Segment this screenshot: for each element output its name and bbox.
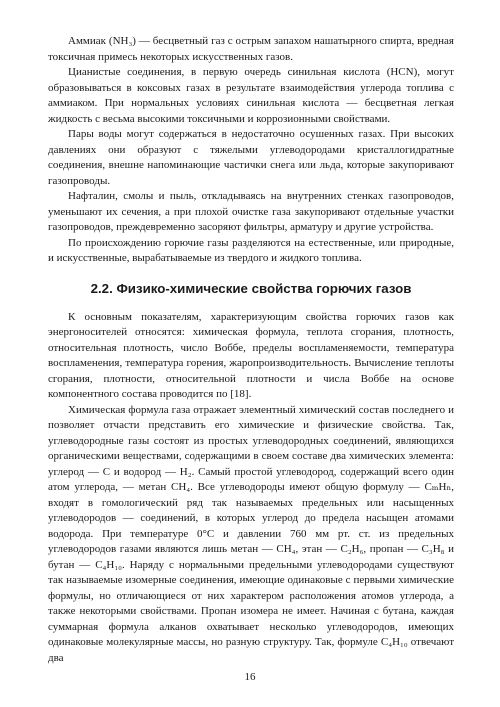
paragraph-naphthalene: Нафталин, смолы и пыль, откладываясь на внутренних стенках газопроводов, уменьшают их сечения, а при плохой очистке газа закупоривают отдельные участки газопроводов, преждевременно засоряют фильтры, арматуру и другие устройства. bbox=[48, 190, 454, 233]
section-title: 2.2. Физико-химические свойства горючих газов bbox=[90, 280, 412, 296]
paragraph-ammonia: Аммиак (NH₃) — бесцветный газ с острым запахом нашатырного спирта, вредная токсичная примесь некоторых искусственных газов. bbox=[48, 35, 454, 63]
paragraph-cyanides: Цианистые соединения, в первую очередь синильная кислота (HCN), могут образовываться в коксовых газах в результате взаимодействия углерода топлива с аммиаком. При нормальных условиях синильная кислота — бесцветная легкая жидкость с весьма высокими токсичными и коррозионными свойствами. bbox=[48, 66, 454, 125]
page-body bbox=[48, 34, 454, 666]
paragraph-water-vapor: Пары воды могут содержаться в недостаточно осушенных газах. При высоких давлениях они образуют с тяжелыми углеводородами кристаллогидратные соединения, внешне напоминающие частички снега или льда, которые закупоривают газопроводы. bbox=[48, 128, 454, 187]
paragraph-gas-origin: По происхождению горючие газы разделяются на естественные, или природные, и искусственные, вырабатываемые из твердого и жидкого топлива. bbox=[48, 236, 454, 264]
page-number: 16 bbox=[244, 671, 256, 683]
paragraph-chemical-formula: Химическая формула газа отражает элементный химический состав последнего и позволяет отчасти представить его химические и физические свойства. Так, углеводородные газы состоят из простых углеводородных соединений, являющихся органическими веществами, содержащими в своем составе два химических элемента: углерод — С и водород — H₂. Самый простой углеводород, содержащий всего один атом углерода, — метан CH₄. Все углеводороды имеют общую формулу — CₘHₙ, входят в гомологический ряд так называемых предельных или насыщенных углеводородов — соединений, в которых углерод до предела насыщен атомами водорода. При температуре 0°С и давлении 760 мм рт. ст. из предельных углеводородов газами являются лишь метан — CH₄, этан — C₂H₆, пропан — C₃H₈ и бутан — C₄H₁₀. Наряду с нормальными предельными углеводородами существуют так называемые изомерные соединения, имеющие одинаковые с первыми химические формулы, но отличающиеся от них характером расположения атомов углерода, а также некоторыми свойствами. Пропан изомера не имеет. Начиная с бутана, каждая суммарная формула алканов охватывает несколько углеводородов, имеющих одинаковые молекулярные массы, но разную структуру. Так, формуле C₄H₁₀ отвечают два bbox=[48, 403, 454, 664]
paragraph-main-indicators: К основным показателям, характеризующим свойства горючих газов как энергоносителей относятся: химическая формула, теплота сгорания, плотность, относительная плотность, число Воббе, пределы воспламеняемости, температура воспламенения, температура горения, жаропроизводительность. Вычисление теплоты сгорания, плотности, относительной плотности и числа Воббе на основе компонентного состава проводится по [18]. bbox=[48, 310, 454, 400]
